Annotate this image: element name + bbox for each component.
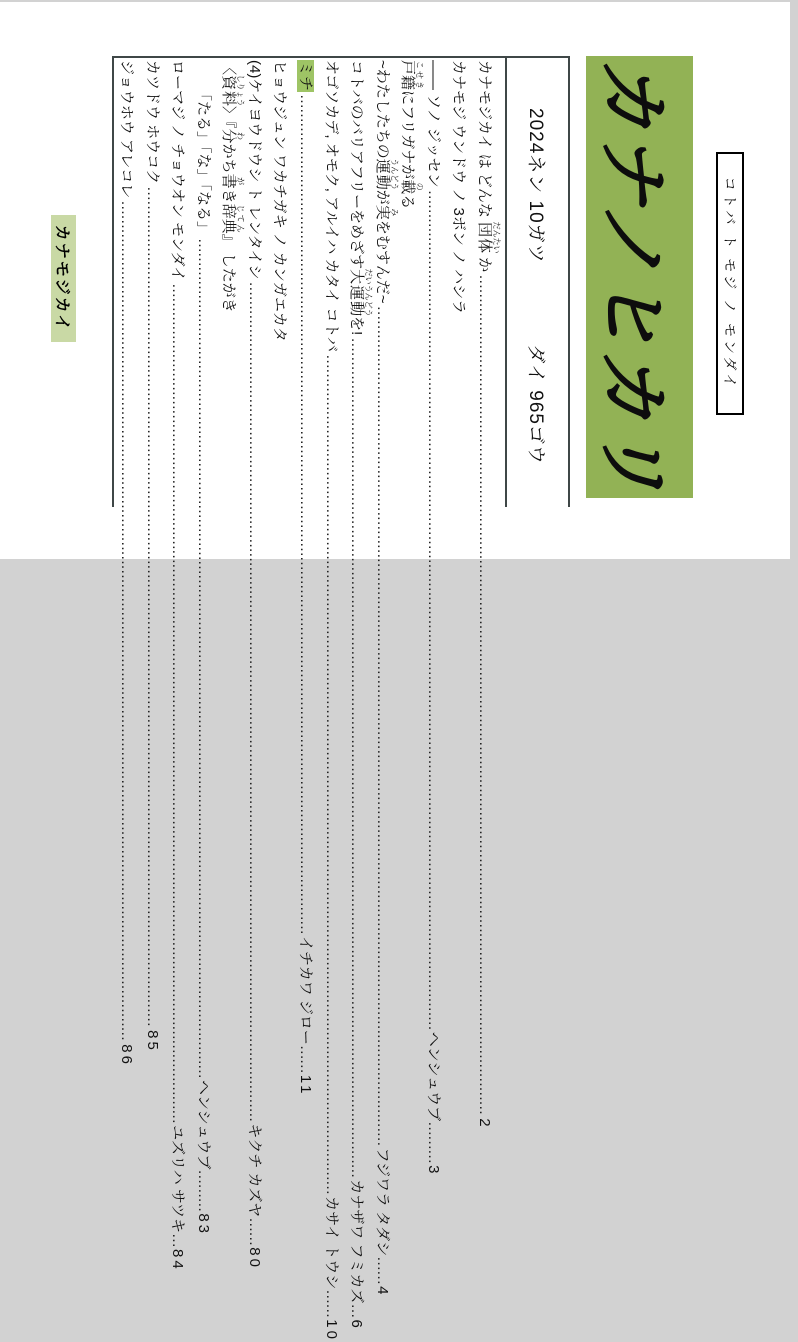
toc-page-number: 80 <box>245 1247 263 1270</box>
toc-page-number: 86 <box>118 1044 136 1067</box>
toc-entry-title: ヒョウジュン ワカチガキ ノ カンガエカタ <box>271 60 289 342</box>
toc-row <box>194 60 220 1237</box>
toc-trailing-dots: …… <box>297 1044 315 1073</box>
toc-author: フジワラ タダシ <box>373 1147 391 1257</box>
furigana-term: 実 み <box>373 204 399 220</box>
toc-dot-leader: ……………………………………………………………………………………………………………………………………………………………… <box>348 337 366 1178</box>
toc-dot-leader: ……………………………………………………………………………………………………………………………………………………………… <box>245 281 263 1122</box>
rule-below-toc <box>112 56 114 507</box>
furigana-term: 戸籍 こせき <box>399 60 425 91</box>
toc-entry-title: カナモジ ウンドウ ノ 3ボン ノ ハシラ <box>450 60 468 315</box>
magazine-title-banner <box>586 56 693 498</box>
toc-author: ヘンシュウブ <box>194 1080 212 1170</box>
magazine-title: カナノヒカリ <box>591 57 677 497</box>
toc-author: ユズリハ サツキ <box>169 1125 187 1233</box>
toc-entry-title: カツドウ ホウコク <box>143 60 161 185</box>
toc-page-number: 10 <box>322 1319 340 1342</box>
toc-author: イチカワ ジロー <box>297 936 315 1045</box>
rule-above-date <box>568 56 570 507</box>
toc-page-number: 4 <box>373 1286 391 1298</box>
toc-entry-title: (4)ケイヨウドウシ ト レンタイシ <box>245 60 263 280</box>
toc-row <box>272 60 297 507</box>
toc-row <box>399 60 424 507</box>
toc-entry-title: ―― ソノ ジッセン <box>424 60 442 188</box>
issue-number: ダイ 965ゴウ <box>525 344 547 465</box>
furigana-term: 大運動 だいうんどう <box>348 268 374 317</box>
toc-entry-title: ~わたしたちの運動 うんどうが実 みをむすんだ~ <box>373 60 399 304</box>
toc-row <box>450 60 475 507</box>
toc-row <box>245 60 271 1270</box>
toc-entry-title: ミチ <box>297 61 315 92</box>
furigana-term: 分 わ <box>220 128 246 144</box>
toc-author: カサイ トウシ <box>322 1196 340 1290</box>
toc-page-number: 3 <box>424 1165 442 1177</box>
toc-page-number: 84 <box>169 1248 187 1272</box>
toc-row <box>424 60 450 1177</box>
toc-dot-leader: ……………………………………………………………………………………………………………………………………………………………… <box>169 283 187 1124</box>
issue-date: 2024ネン 10ガツ <box>525 108 547 264</box>
toc-row <box>220 60 245 507</box>
toc-row <box>297 60 322 1097</box>
topic-box-label: コトバ ト モジ ノ モンダイ <box>722 176 738 391</box>
toc-row <box>373 60 399 1298</box>
toc-dot-leader: ……………………………………………………………………………………………………………………………………………………………… <box>194 238 212 1079</box>
toc-row <box>476 60 501 1130</box>
furigana-term: 辞典 じてん <box>220 203 246 234</box>
toc-page-number: 2 <box>476 1118 493 1130</box>
toc-entry-title: 〈資料 しりょう〉『分 わかち書 がき辞典 じてん』 したがき <box>220 60 246 313</box>
toc-dot-leader: ……………………………………………………………………………………………………………………………………………………………… <box>322 354 340 1195</box>
toc-list <box>118 60 501 1342</box>
toc-row <box>169 60 194 1272</box>
topic-box <box>716 152 744 415</box>
toc-page-number: 6 <box>348 1319 366 1331</box>
furigana-term: 書 が <box>220 173 246 189</box>
toc-entry-title: オゴソカデ, オモク, アルイハ カタイ コトバ <box>322 60 340 353</box>
toc-author: キクチ カズヤ <box>245 1123 263 1218</box>
toc-trailing-dots: … <box>169 1232 187 1247</box>
toc-page-number: 85 <box>143 1030 161 1053</box>
toc-dot-leader: ……………………………………………………………………………………………………………………………………………………………… <box>476 274 493 1115</box>
toc-entry-title: ローマジ ノ チョウオン モンダイ <box>169 60 187 282</box>
toc-dot-leader: ……………………………………………………………………………………………………………………………………………………………… <box>424 189 442 1030</box>
toc-dot-leader: ……………………………………………………………………………………………………………………………………………………………… <box>373 305 391 1146</box>
rule-below-date <box>505 56 507 507</box>
furigana-term: 載 の <box>399 179 425 195</box>
toc-author: カナザワ フミカズ <box>348 1179 366 1304</box>
toc-entry-title: 「たる」「な」「なる」 <box>194 86 212 237</box>
toc-page-number: 11 <box>297 1074 315 1097</box>
toc-entry-title: コトバのバリアフリーをめざす大運動 だいうんどうを! <box>348 60 374 336</box>
toc-trailing-dots: …… <box>322 1289 340 1318</box>
toc-row <box>118 60 143 1067</box>
toc-page-number: 83 <box>194 1213 212 1237</box>
toc-trailing-dots: … <box>348 1303 366 1318</box>
furigana-term: 団体 だんたい <box>476 221 501 254</box>
furigana-term: 運動 うんどう <box>373 158 399 191</box>
toc-author: ヘンシュウブ <box>424 1031 442 1122</box>
toc-row <box>322 60 348 1342</box>
rule-left-rail <box>112 56 570 58</box>
furigana-term: 資料 しりょう <box>220 74 246 107</box>
toc-trailing-dots: ……… <box>194 1169 212 1212</box>
toc-dot-leader: ……………………………………………………………………………………………………………………………………………………………… <box>118 200 136 1041</box>
issue-info-row <box>524 108 552 465</box>
toc-entry-title: 戸籍 こせきにフリガナが載 のる <box>399 60 425 210</box>
toc-trailing-dots: …… <box>373 1256 391 1285</box>
publisher-box <box>51 215 76 342</box>
toc-trailing-dots: …… <box>245 1217 263 1246</box>
publisher-name: カナモジカイ <box>53 224 70 333</box>
toc-row <box>348 60 374 1331</box>
toc-trailing-dots: ……… <box>424 1121 442 1164</box>
toc-dot-leader: ……………………………………………………………………………………………………………………………………………………………… <box>143 186 161 1027</box>
toc-entry-title: カナモジカイ は どんな 団体 だんたい か <box>476 60 501 273</box>
toc-entry-title: ジョウホウ アレコレ <box>118 60 136 199</box>
toc-dot-leader: ……………………………………………………………………………………………………………………………………………………………… <box>297 94 315 935</box>
toc-row <box>143 60 169 1053</box>
